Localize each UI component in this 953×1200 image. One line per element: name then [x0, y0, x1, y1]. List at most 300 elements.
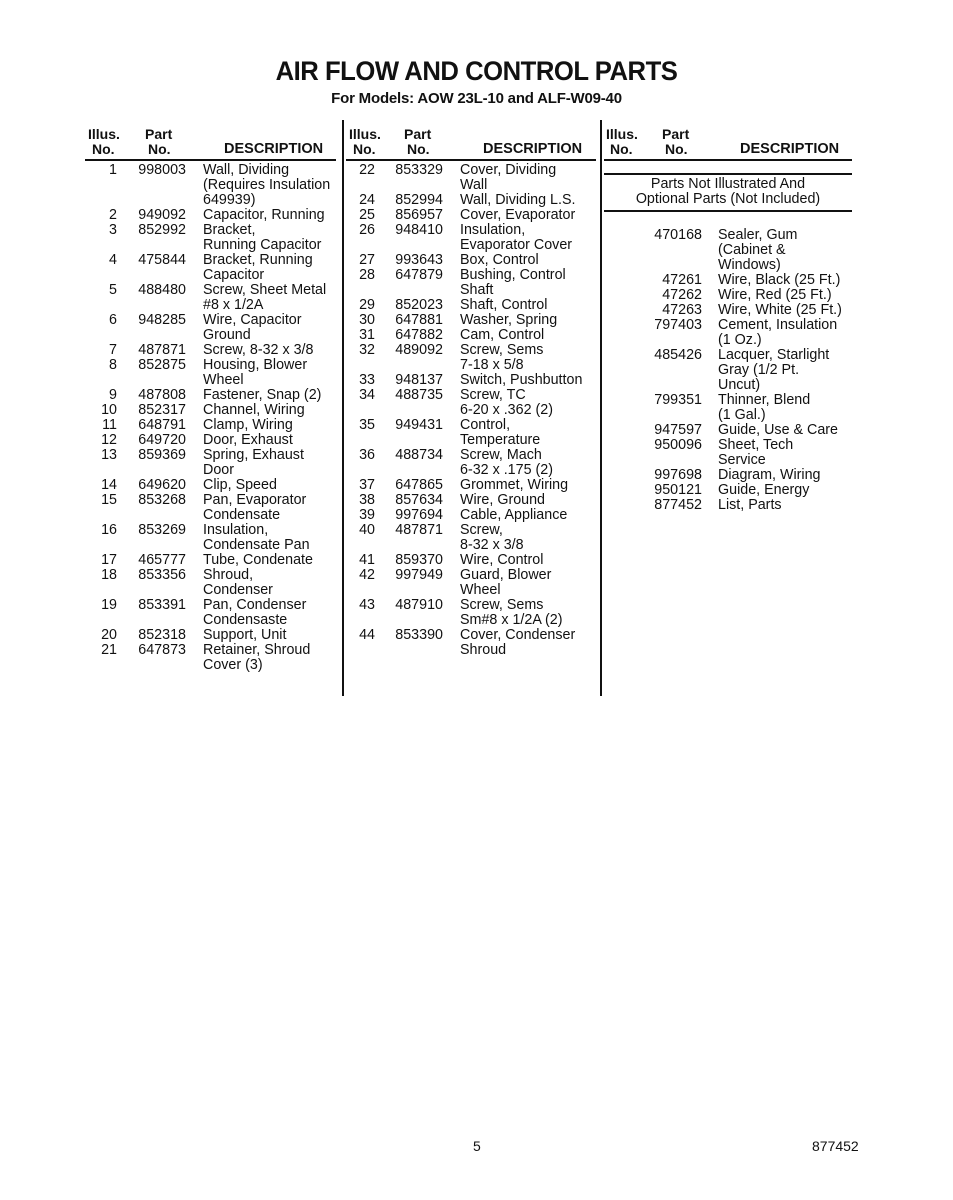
- illus-number: 16: [101, 522, 117, 538]
- description-line: Spring, Exhaust: [203, 447, 304, 463]
- part-description: [203, 643, 310, 673]
- description-line: Cover (3): [203, 657, 263, 673]
- description-line: Wire, Capacitor: [203, 312, 302, 328]
- description-line: Screw, TC: [460, 387, 526, 403]
- description-line: Sm#8 x 1/2A (2): [460, 612, 563, 628]
- header-part: Part: [404, 126, 432, 142]
- illus-number: 5: [109, 282, 117, 298]
- illus-number: 37: [359, 477, 375, 493]
- part-description: [203, 478, 277, 493]
- part-description: [460, 493, 545, 508]
- parts-list-item: [85, 448, 330, 478]
- description-line: Wheel: [460, 582, 501, 598]
- part-number: 647879: [395, 267, 443, 283]
- part-number: 852317: [138, 402, 186, 418]
- description-line: Wall, Dividing L.S.: [460, 192, 576, 208]
- parts-list-item: [85, 523, 330, 553]
- description-line: Screw, Sheet Metal: [203, 282, 327, 298]
- header-rule: [85, 159, 336, 161]
- part-description: [203, 598, 306, 628]
- illus-number: 18: [101, 567, 117, 583]
- illus-number: 32: [359, 342, 375, 358]
- illus-number: 35: [359, 417, 375, 433]
- part-number: 997949: [395, 567, 443, 583]
- illus-number: 1: [109, 162, 117, 178]
- part-description: [460, 373, 582, 388]
- parts-list-item: [604, 303, 842, 318]
- part-number: 950121: [654, 482, 702, 498]
- page-subtitle: For Models: AOW 23L-10 and ALF-W09-40: [331, 90, 622, 107]
- part-number: 487910: [395, 597, 443, 613]
- parts-list-item: [346, 478, 582, 493]
- description-line: Bracket,: [203, 222, 256, 238]
- parts-list-item: [346, 508, 582, 523]
- part-number: 853356: [138, 567, 186, 583]
- description-line: Wire, Red (25 Ft.): [718, 287, 832, 303]
- part-number: 488734: [395, 447, 443, 463]
- parts-list-item: [604, 348, 842, 393]
- illus-number: 12: [101, 432, 117, 448]
- illus-number: 33: [359, 372, 375, 388]
- illus-number: 36: [359, 447, 375, 463]
- illus-number: 19: [101, 597, 117, 613]
- part-number: 852875: [138, 357, 186, 373]
- parts-list-item: [85, 163, 330, 208]
- part-number: 949431: [395, 417, 443, 433]
- description-line: Bracket, Running: [203, 252, 313, 268]
- part-number: 997694: [395, 507, 443, 523]
- parts-list-item: [346, 598, 582, 628]
- part-number: 947597: [654, 422, 702, 438]
- parts-list-item: [346, 193, 582, 208]
- illus-number: 22: [359, 162, 375, 178]
- description-line: Cover, Dividing: [460, 162, 557, 178]
- illus-number: 15: [101, 492, 117, 508]
- description-line: Wire, Black (25 Ft.): [718, 272, 841, 288]
- parts-list-item: [85, 283, 330, 313]
- description-line: Control,: [460, 417, 511, 433]
- parts-list-item: [604, 273, 842, 288]
- part-description: [203, 388, 321, 403]
- description-line: 8-32 x 3/8: [460, 537, 524, 553]
- part-description: [460, 253, 539, 268]
- description-line: Running Capacitor: [203, 237, 322, 253]
- header-description: DESCRIPTION: [483, 141, 583, 157]
- header-rule: [346, 159, 596, 161]
- part-number: 853390: [395, 627, 443, 643]
- description-line: Wall: [460, 177, 488, 193]
- description-line: Wall, Dividing: [203, 162, 290, 178]
- description-line: Pan, Condenser: [203, 597, 307, 613]
- description-line: Screw, 8-32 x 3/8: [203, 342, 314, 358]
- parts-list-item: [346, 223, 582, 253]
- part-number: 859369: [138, 447, 186, 463]
- note-rule-bottom: [604, 210, 852, 212]
- description-line: Support, Unit: [203, 627, 287, 643]
- parts-list-item: [85, 568, 330, 598]
- parts-list-item: [346, 523, 582, 553]
- header-illus: Illus.: [88, 126, 120, 142]
- part-number: 852992: [138, 222, 186, 238]
- parts-list-item: [604, 318, 842, 348]
- description-line: Channel, Wiring: [203, 402, 305, 418]
- description-line: Screw,: [460, 522, 503, 538]
- illus-number: 38: [359, 492, 375, 508]
- parts-list-item: [346, 163, 582, 193]
- part-description: [460, 298, 547, 313]
- parts-list-item: [346, 313, 582, 328]
- part-description: [460, 313, 557, 328]
- description-line: Lacquer, Starlight: [718, 347, 830, 363]
- part-number: 647865: [395, 477, 443, 493]
- part-number: 859370: [395, 552, 443, 568]
- parts-list-item: [85, 493, 330, 523]
- description-line: (Requires Insulation: [203, 177, 331, 193]
- part-description: [460, 553, 543, 568]
- description-line: Cover, Evaporator: [460, 207, 576, 223]
- parts-list-item: [346, 253, 582, 268]
- part-number: 950096: [654, 437, 702, 453]
- part-description: [460, 223, 572, 253]
- description-line: Tube, Condenate: [203, 552, 313, 568]
- description-line: Wire, Ground: [460, 492, 546, 508]
- parts-list-item: [85, 208, 330, 223]
- header-illus-no: No.: [92, 141, 115, 157]
- description-line: Bushing, Control: [460, 267, 566, 283]
- note-rule-top: [604, 173, 852, 175]
- description-line: List, Parts: [718, 497, 782, 513]
- parts-list-item: [346, 373, 582, 388]
- part-description: [718, 348, 829, 393]
- part-number: 47262: [662, 287, 702, 303]
- part-description: [203, 283, 326, 313]
- illus-number: 43: [359, 597, 375, 613]
- part-description: [460, 628, 575, 658]
- description-line: Switch, Pushbutton: [460, 372, 583, 388]
- parts-column-3: [604, 228, 842, 513]
- header-part: Part: [662, 126, 690, 142]
- part-description: [203, 448, 304, 478]
- description-line: 7-18 x 5/8: [460, 357, 524, 373]
- part-description: [203, 358, 307, 388]
- parts-list-item: [346, 493, 582, 508]
- parts-list-item: [346, 568, 582, 598]
- part-description: [460, 328, 544, 343]
- illus-number: 26: [359, 222, 375, 238]
- part-number: 470168: [654, 227, 702, 243]
- illus-number: 4: [109, 252, 117, 268]
- part-description: [203, 523, 310, 553]
- header-description: DESCRIPTION: [740, 141, 840, 157]
- header-description: DESCRIPTION: [224, 141, 324, 157]
- part-description: [203, 568, 273, 598]
- description-line: Sealer, Gum: [718, 227, 798, 243]
- illus-number: 8: [109, 357, 117, 373]
- part-number: 485426: [654, 347, 702, 363]
- parts-list-item: [85, 418, 330, 433]
- part-number: 647882: [395, 327, 443, 343]
- description-line: Cover, Condenser: [460, 627, 576, 643]
- part-number: 852318: [138, 627, 186, 643]
- document-number: 877452: [812, 1138, 859, 1154]
- part-description: [460, 208, 575, 223]
- part-number: 852023: [395, 297, 443, 313]
- part-description: [718, 318, 837, 348]
- description-line: Temperature: [460, 432, 541, 448]
- description-line: Insulation,: [460, 222, 526, 238]
- description-line: Screw, Sems: [460, 597, 544, 613]
- parts-list-item: [346, 448, 582, 478]
- part-description: [460, 268, 566, 298]
- illus-number: 2: [109, 207, 117, 223]
- part-description: [203, 223, 321, 253]
- part-description: [203, 208, 325, 223]
- illus-number: 30: [359, 312, 375, 328]
- parts-list-item: [85, 598, 330, 628]
- illus-number: 24: [359, 192, 375, 208]
- parts-column-2: [346, 163, 582, 658]
- part-description: [203, 163, 330, 208]
- not-illustrated-note-line-1: Parts Not Illustrated And: [650, 176, 806, 192]
- description-line: Clamp, Wiring: [203, 417, 293, 433]
- part-description: [460, 508, 567, 523]
- description-line: Thinner, Blend: [718, 392, 811, 408]
- illus-number: 41: [359, 552, 375, 568]
- parts-list-item: [604, 468, 842, 483]
- parts-list-item: [604, 228, 842, 273]
- description-line: Windows): [718, 257, 781, 273]
- illus-number: 39: [359, 507, 375, 523]
- part-number: 877452: [654, 497, 702, 513]
- header-illus-no: No.: [353, 141, 376, 157]
- part-number: 853329: [395, 162, 443, 178]
- description-line: (1 Gal.): [718, 407, 766, 423]
- part-description: [203, 493, 306, 523]
- part-number: 487871: [395, 522, 443, 538]
- header-part-no: No.: [407, 141, 430, 157]
- description-line: Condenser: [203, 582, 273, 598]
- part-description: [203, 313, 302, 343]
- parts-list-item: [346, 268, 582, 298]
- illus-number: 29: [359, 297, 375, 313]
- part-number: 799351: [654, 392, 702, 408]
- parts-list-item: [85, 643, 330, 673]
- description-line: Ground: [203, 327, 251, 343]
- part-number: 47261: [662, 272, 702, 288]
- description-line: Pan, Evaporator: [203, 492, 307, 508]
- column-divider: [342, 120, 344, 696]
- description-line: Shroud,: [203, 567, 254, 583]
- illus-number: 10: [101, 402, 117, 418]
- part-description: [460, 478, 568, 493]
- part-description: [203, 343, 313, 358]
- part-number: 465777: [138, 552, 186, 568]
- description-line: Wheel: [203, 372, 244, 388]
- part-number: 797403: [654, 317, 702, 333]
- part-description: [460, 598, 563, 628]
- part-description: [718, 393, 810, 423]
- part-description: [718, 273, 840, 288]
- part-number: 993643: [395, 252, 443, 268]
- description-line: Shroud: [460, 642, 507, 658]
- header-illus-no: No.: [610, 141, 633, 157]
- parts-list-item: [346, 343, 582, 373]
- part-description: [718, 498, 782, 513]
- part-description: [203, 418, 293, 433]
- part-number: 857634: [395, 492, 443, 508]
- part-description: [203, 403, 305, 418]
- parts-list-item: [85, 553, 330, 568]
- illus-number: 31: [359, 327, 375, 343]
- description-line: 6-20 x .362 (2): [460, 402, 553, 418]
- parts-list-item: [604, 393, 842, 423]
- illus-number: 17: [101, 552, 117, 568]
- part-description: [203, 253, 313, 283]
- part-number: 647881: [395, 312, 443, 328]
- part-description: [718, 438, 793, 468]
- description-line: Uncut): [718, 377, 761, 393]
- description-line: Clip, Speed: [203, 477, 277, 493]
- part-number: 852994: [395, 192, 443, 208]
- part-description: [718, 228, 797, 273]
- description-line: Insulation,: [203, 522, 269, 538]
- part-description: [460, 163, 556, 193]
- part-number: 948285: [138, 312, 186, 328]
- part-number: 948137: [395, 372, 443, 388]
- parts-list-item: [346, 553, 582, 568]
- illus-number: 20: [101, 627, 117, 643]
- illus-number: 25: [359, 207, 375, 223]
- part-description: [460, 388, 553, 418]
- part-number: 488735: [395, 387, 443, 403]
- description-line: 649939): [203, 192, 256, 208]
- description-line: Washer, Spring: [460, 312, 558, 328]
- part-description: [460, 193, 575, 208]
- part-number: 487808: [138, 387, 186, 403]
- description-line: #8 x 1/2A: [203, 297, 264, 313]
- header-part-no: No.: [665, 141, 688, 157]
- parts-list-item: [85, 628, 330, 643]
- illus-number: 14: [101, 477, 117, 493]
- part-number: 475844: [138, 252, 186, 268]
- description-line: Guard, Blower: [460, 567, 552, 583]
- part-description: [460, 568, 551, 598]
- part-description: [203, 553, 313, 568]
- part-description: [718, 423, 838, 438]
- part-number: 949092: [138, 207, 186, 223]
- parts-list-item: [346, 388, 582, 418]
- description-line: (1 Oz.): [718, 332, 762, 348]
- illus-number: 28: [359, 267, 375, 283]
- part-description: [718, 468, 820, 483]
- description-line: Box, Control: [460, 252, 539, 268]
- parts-list-item: [346, 328, 582, 343]
- page-number: 5: [473, 1138, 481, 1154]
- part-number: 489092: [395, 342, 443, 358]
- description-line: Cable, Appliance: [460, 507, 568, 523]
- part-number: 997698: [654, 467, 702, 483]
- illus-number: 3: [109, 222, 117, 238]
- parts-list-item: [85, 343, 330, 358]
- illus-number: 44: [359, 627, 375, 643]
- column-divider: [600, 120, 602, 696]
- part-number: 488480: [138, 282, 186, 298]
- description-line: Condensate: [203, 507, 281, 523]
- part-number: 853268: [138, 492, 186, 508]
- part-number: 649620: [138, 477, 186, 493]
- description-line: Condensate Pan: [203, 537, 310, 553]
- header-illus: Illus.: [349, 126, 381, 142]
- parts-list-item: [85, 253, 330, 283]
- part-description: [203, 433, 293, 448]
- part-number: 47263: [662, 302, 702, 318]
- part-description: [460, 418, 540, 448]
- part-number: 648791: [138, 417, 186, 433]
- description-line: Fastener, Snap (2): [203, 387, 322, 403]
- part-number: 649720: [138, 432, 186, 448]
- parts-column-1: [85, 163, 330, 673]
- description-line: Capacitor, Running: [203, 207, 325, 223]
- description-line: Housing, Blower: [203, 357, 308, 373]
- description-line: Grommet, Wiring: [460, 477, 569, 493]
- header-illus: Illus.: [606, 126, 638, 142]
- part-number: 853269: [138, 522, 186, 538]
- description-line: Retainer, Shroud: [203, 642, 311, 658]
- description-line: Wire, White (25 Ft.): [718, 302, 842, 318]
- description-line: Guide, Use & Care: [718, 422, 838, 438]
- parts-list-item: [85, 358, 330, 388]
- parts-list-item: [346, 418, 582, 448]
- description-line: Door, Exhaust: [203, 432, 293, 448]
- illus-number: 13: [101, 447, 117, 463]
- description-line: Door: [203, 462, 234, 478]
- illus-number: 6: [109, 312, 117, 328]
- part-number: 948410: [395, 222, 443, 238]
- parts-list-item: [604, 423, 842, 438]
- description-line: 6-32 x .175 (2): [460, 462, 553, 478]
- parts-list-item: [85, 433, 330, 448]
- parts-list-item: [604, 498, 842, 513]
- header-part: Part: [145, 126, 173, 142]
- parts-list-item: [604, 438, 842, 468]
- description-line: Wire, Control: [460, 552, 544, 568]
- illus-number: 42: [359, 567, 375, 583]
- parts-list-item: [85, 403, 330, 418]
- description-line: Service: [718, 452, 766, 468]
- part-number: 853391: [138, 597, 186, 613]
- parts-list-item: [346, 628, 582, 658]
- part-number: 487871: [138, 342, 186, 358]
- part-number: 998003: [138, 162, 186, 178]
- parts-list-item: [85, 223, 330, 253]
- parts-list-item: [604, 288, 842, 303]
- illus-number: 11: [102, 417, 117, 433]
- parts-list-item: [346, 298, 582, 313]
- part-description: [460, 343, 543, 373]
- part-description: [203, 628, 286, 643]
- description-line: Diagram, Wiring: [718, 467, 821, 483]
- parts-list-item: [85, 388, 330, 403]
- description-line: Shaft: [460, 282, 494, 298]
- part-description: [460, 448, 553, 478]
- part-number: 647873: [138, 642, 186, 658]
- part-number: 856957: [395, 207, 443, 223]
- part-description: [460, 523, 524, 553]
- description-line: (Cabinet &: [718, 242, 786, 258]
- not-illustrated-note-line-2: Optional Parts (Not Included): [635, 191, 821, 207]
- description-line: Shaft, Control: [460, 297, 548, 313]
- description-line: Evaporator Cover: [460, 237, 573, 253]
